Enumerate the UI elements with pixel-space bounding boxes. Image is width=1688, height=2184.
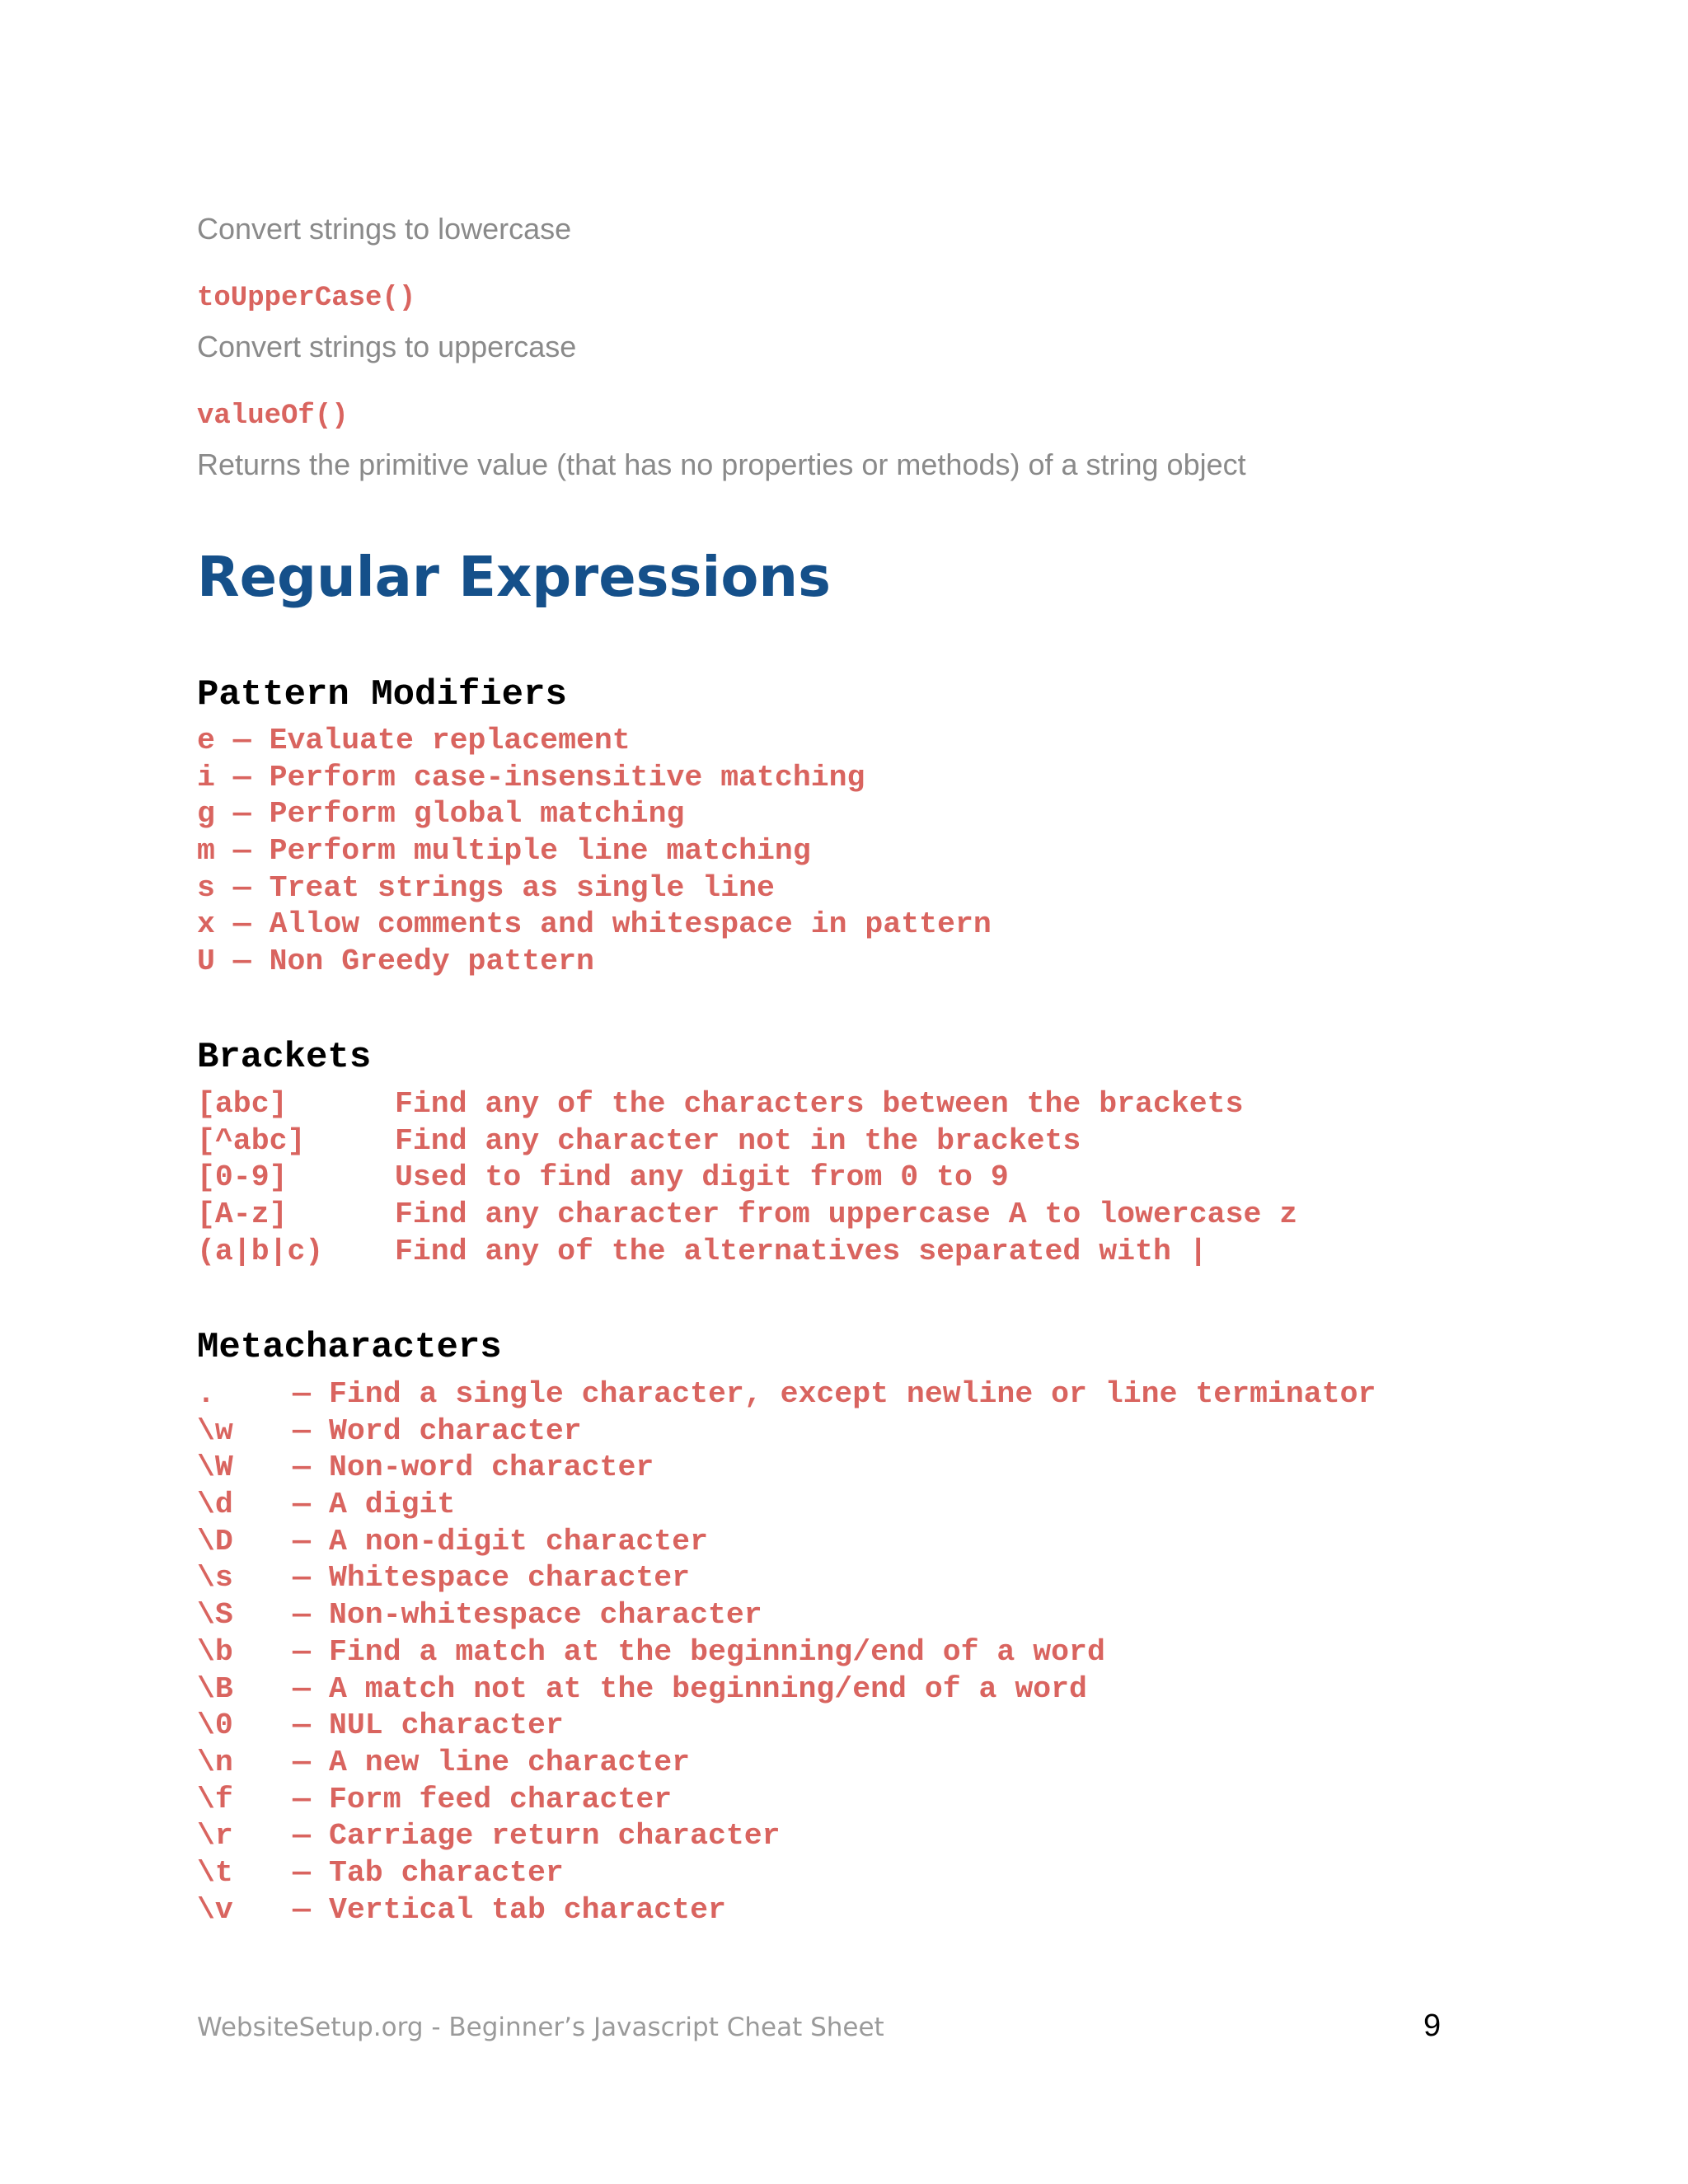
metacharacter-separator: — (293, 1488, 311, 1522)
metacharacter-description: Vertical tab character (329, 1892, 726, 1927)
bracket-pattern: [0-9] (197, 1160, 288, 1195)
metacharacter-symbol: \S (197, 1598, 233, 1633)
metacharacter-description: Non-whitespace character (329, 1598, 762, 1633)
bracket-description: Find any of the alternatives separated with | (395, 1234, 1207, 1268)
metacharacter-description: Find a match at the beginning/end of a word (329, 1634, 1105, 1669)
metacharacter-separator: — (293, 1598, 311, 1633)
metacharacter-symbol: \d (197, 1488, 233, 1522)
pattern-modifier-item: U — Non Greedy pattern (197, 944, 594, 979)
pattern-modifier-item: s — Treat strings as single line (197, 870, 775, 905)
metacharacter-description: Find a single character, except newline or line terminator (329, 1377, 1376, 1411)
bracket-description: Used to find any digit from 0 to 9 (395, 1160, 1009, 1195)
footer-source: WebsiteSetup.org - Beginner’s Javascript Cheat Sheet (197, 2013, 884, 2042)
bracket-description: Find any of the characters between the brackets (395, 1087, 1244, 1121)
pattern-modifier-item: x — Allow comments and whitespace in pattern (197, 907, 992, 942)
metacharacter-description: A digit (329, 1488, 456, 1522)
method-name-valueof: valueOf() (197, 401, 349, 432)
metacharacter-description: Carriage return character (329, 1819, 781, 1854)
pattern-modifiers-heading: Pattern Modifiers (197, 674, 567, 715)
metacharacter-symbol: \r (197, 1819, 233, 1854)
section-title: Regular Expressions (197, 545, 831, 609)
metacharacter-symbol: \v (197, 1892, 233, 1927)
bracket-description: Find any character not in the brackets (395, 1123, 1081, 1158)
pattern-modifier-item: m — Perform multiple line matching (197, 834, 811, 869)
metacharacter-description: Whitespace character (329, 1561, 691, 1596)
pattern-modifier-item: g — Perform global matching (197, 797, 685, 832)
metacharacter-separator: — (293, 1782, 311, 1816)
pattern-modifiers-list (197, 723, 992, 981)
metacharacter-separator: — (293, 1377, 311, 1411)
metacharacter-symbol: \B (197, 1671, 233, 1706)
metacharacter-separator: — (293, 1413, 311, 1448)
metacharacter-separator: — (293, 1451, 311, 1485)
metacharacter-description: Word character (329, 1413, 582, 1448)
brackets-heading: Brackets (197, 1037, 372, 1078)
metacharacter-symbol: \W (197, 1451, 233, 1485)
metacharacter-separator: — (293, 1745, 311, 1779)
metacharacter-separator: — (293, 1892, 311, 1927)
metacharacter-description: Form feed character (329, 1782, 673, 1816)
metacharacter-description: A match not at the beginning/end of a word (329, 1671, 1087, 1706)
bracket-pattern: [abc] (197, 1087, 288, 1121)
metacharacter-symbol: \n (197, 1745, 233, 1779)
bracket-pattern: [^abc] (197, 1123, 306, 1158)
metacharacter-symbol: \w (197, 1413, 233, 1448)
method-description-tolowercase: Convert strings to lowercase (197, 212, 572, 246)
metacharacter-symbol: \D (197, 1524, 233, 1558)
method-description-touppercase: Convert strings to uppercase (197, 330, 577, 363)
metacharacter-symbol: \f (197, 1782, 233, 1816)
metacharacter-symbol: . (197, 1377, 215, 1411)
pattern-modifier-item: i — Perform case-insensitive matching (197, 760, 865, 794)
metacharacter-separator: — (293, 1561, 311, 1596)
metacharacter-description: Non-word character (329, 1451, 654, 1485)
metacharacter-symbol: \t (197, 1855, 233, 1890)
metacharacters-heading: Metacharacters (197, 1327, 502, 1368)
page-number: 9 (1423, 2008, 1442, 2043)
bracket-pattern: [A-z] (197, 1197, 288, 1232)
metacharacter-description: A new line character (329, 1745, 691, 1779)
metacharacter-symbol: \s (197, 1561, 233, 1596)
metacharacter-separator: — (293, 1819, 311, 1854)
metacharacter-description: Tab character (329, 1855, 564, 1890)
metacharacter-separator: — (293, 1708, 311, 1743)
metacharacter-separator: — (293, 1524, 311, 1558)
metacharacter-symbol: \b (197, 1634, 233, 1669)
metacharacter-separator: — (293, 1671, 311, 1706)
metacharacter-description: NUL character (329, 1708, 564, 1743)
metacharacter-separator: — (293, 1855, 311, 1890)
bracket-pattern: (a|b|c) (197, 1234, 324, 1268)
metacharacter-description: A non-digit character (329, 1524, 708, 1558)
metacharacter-separator: — (293, 1634, 311, 1669)
pattern-modifier-item: e — Evaluate replacement (197, 724, 631, 757)
method-description-valueof: Returns the primitive value (that has no properties or methods) of a string object (197, 448, 1246, 481)
method-name-touppercase: toUpperCase() (197, 283, 416, 314)
bracket-description: Find any character from uppercase A to lowercase z (395, 1197, 1298, 1232)
metacharacter-symbol: \0 (197, 1708, 233, 1743)
